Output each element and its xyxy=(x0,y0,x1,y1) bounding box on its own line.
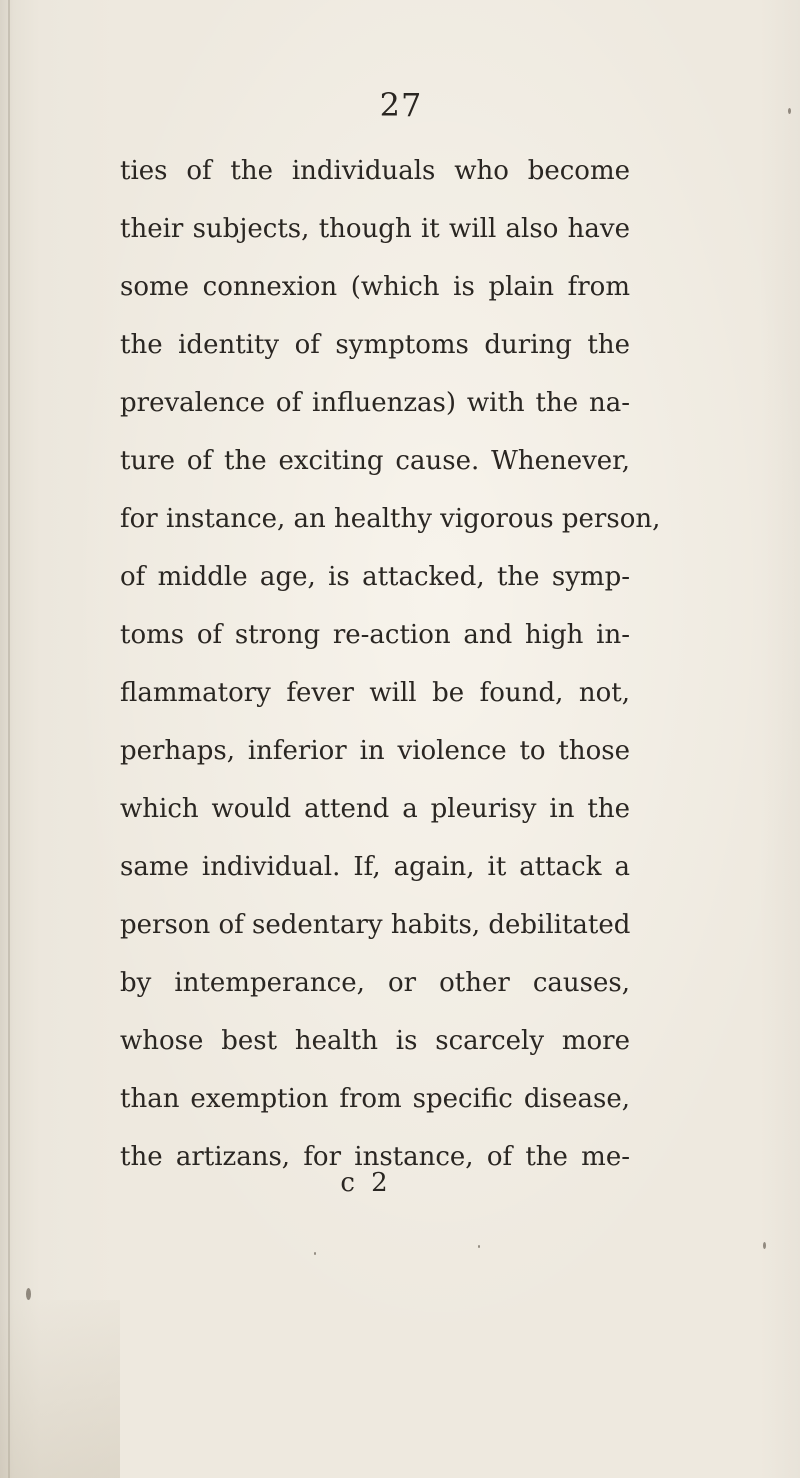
text-line: the artizans, for instance, of the me- xyxy=(120,1142,630,1172)
text-line: for instance, an healthy vigorous person, xyxy=(120,504,661,534)
body-text xyxy=(120,142,661,1186)
text-line: by intemperance, or other causes, xyxy=(120,968,630,998)
text-line: whose best health is scarcely more xyxy=(120,1026,630,1056)
text-line: flammatory fever will be found, not, xyxy=(120,678,630,708)
text-line: than exemption from specific disease, xyxy=(120,1084,630,1114)
page-shadow xyxy=(0,1300,120,1478)
text-line: their subjects, though it will also have xyxy=(120,214,630,244)
paper-speck xyxy=(478,1245,480,1248)
text-line: person of sedentary habits, debilitated xyxy=(120,910,631,940)
page-number: 27 xyxy=(379,86,423,124)
text-line: perhaps, inferior in violence to those xyxy=(120,736,630,766)
text-line: ties of the individuals who become xyxy=(120,156,630,186)
text-line: the identity of symptoms during the xyxy=(120,330,630,360)
text-line: same individual. If, again, it attack a xyxy=(120,852,630,882)
text-line: prevalence of influenzas) with the na- xyxy=(120,388,630,418)
text-line: which would attend a pleurisy in the xyxy=(120,794,630,824)
paper-speck xyxy=(788,108,791,114)
paper-speck xyxy=(314,1252,316,1255)
text-line: of middle age, is attacked, the symp- xyxy=(120,562,630,592)
text-line: ture of the exciting cause. Whenever, xyxy=(120,446,630,476)
text-line: toms of strong re-action and high in- xyxy=(120,620,630,650)
page-binding-edge xyxy=(8,0,10,1478)
text-line: some connexion (which is plain from xyxy=(120,272,630,302)
paper-speck xyxy=(26,1288,31,1300)
paper-speck xyxy=(763,1242,766,1249)
signature-mark: c 2 xyxy=(340,1168,392,1198)
